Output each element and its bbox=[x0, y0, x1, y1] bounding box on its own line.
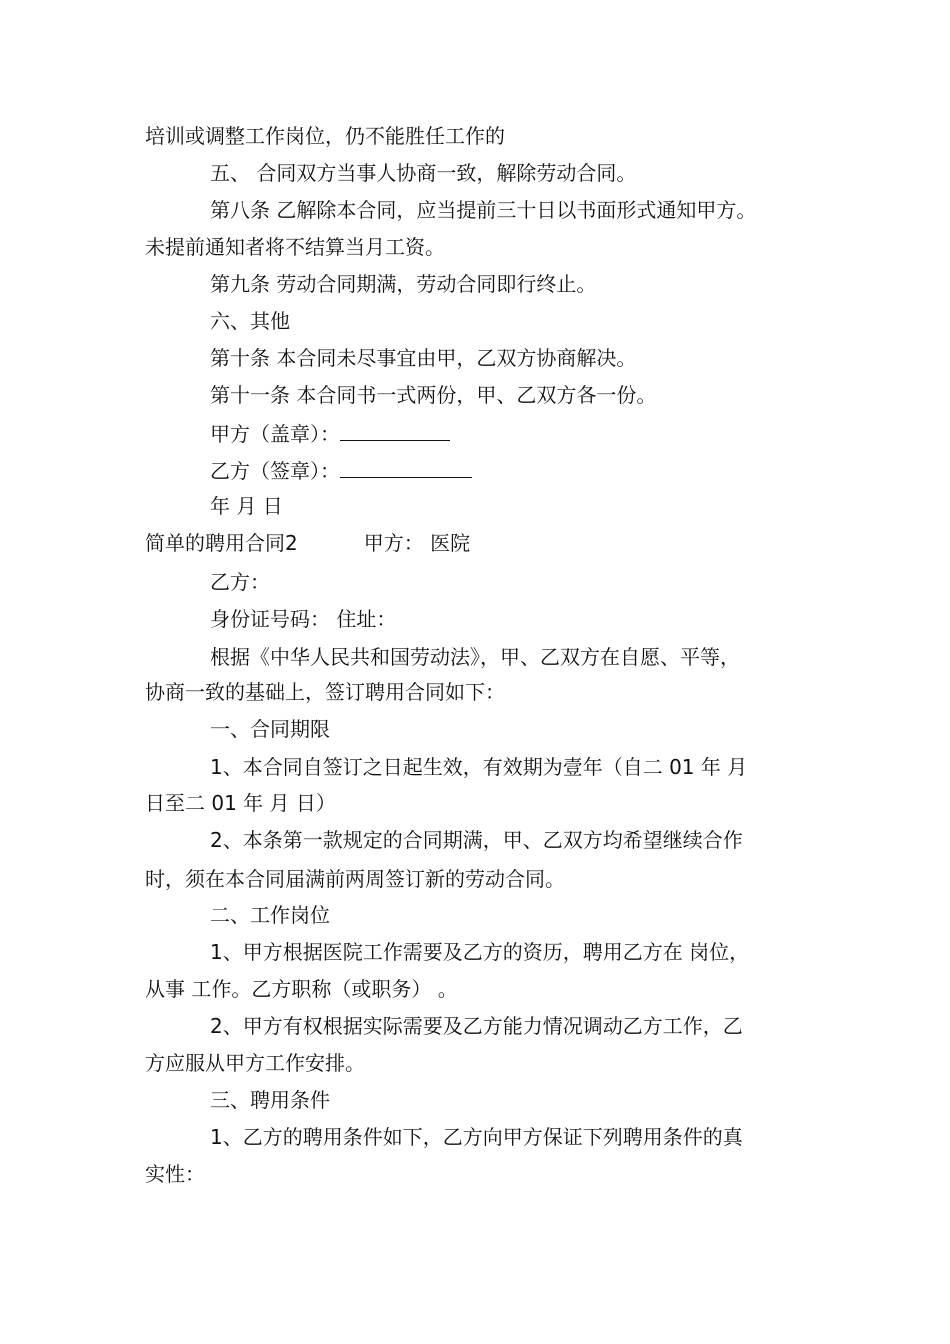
signature-blank bbox=[340, 418, 450, 441]
section-heading: 二、工作岗位 bbox=[210, 903, 330, 927]
text-line: 协商一致的基础上，签订聘用合同如下： bbox=[145, 680, 505, 704]
party-a-info: 甲方： 医院 bbox=[363, 531, 471, 555]
text-line: 未提前通知者将不结算当月工资。 bbox=[145, 235, 445, 259]
text-line: 第十一条 本合同书一式两份，甲、乙双方各一份。 bbox=[210, 383, 657, 407]
section-heading: 三、聘用条件 bbox=[210, 1088, 330, 1112]
date-line: 年 月 日 bbox=[210, 494, 283, 518]
party-b-sign-label: 乙方（签章）： bbox=[210, 459, 340, 483]
signature-blank bbox=[340, 455, 472, 478]
text-line: 五、 合同双方当事人协商一致，解除劳动合同。 bbox=[210, 161, 637, 185]
text-line: 1、乙方的聘用条件如下，乙方向甲方保证下列聘用条件的真 bbox=[210, 1125, 743, 1149]
section-heading: 一、合同期限 bbox=[210, 717, 330, 741]
text-line: 实性： bbox=[145, 1162, 205, 1186]
text-line: 方应服从甲方工作安排。 bbox=[145, 1051, 365, 1075]
text-line: 1、本合同自签订之日起生效，有效期为壹年（自二 01 年 月 bbox=[210, 755, 748, 779]
text-line: 第八条 乙解除本合同，应当提前三十日以书面形式通知甲方。 bbox=[210, 198, 757, 222]
text-line: 身份证号码： 住址： bbox=[210, 607, 397, 631]
text-line: 根据《中华人民共和国劳动法》，甲、乙双方在自愿、平等， bbox=[210, 645, 740, 669]
party-a-seal-line bbox=[210, 418, 450, 448]
text-line: 第十条 本合同未尽事宜由甲，乙双方协商解决。 bbox=[210, 346, 637, 370]
section-heading: 六、其他 bbox=[210, 309, 290, 333]
text-line: 时，须在本合同届满前两周签订新的劳动合同。 bbox=[145, 867, 565, 891]
text-line: 1、甲方根据医院工作需要及乙方的资历，聘用乙方在 岗位， bbox=[210, 940, 750, 964]
contract-title-line bbox=[145, 529, 470, 557]
text-line: 培训或调整工作岗位，仍不能胜任工作的 bbox=[145, 124, 505, 148]
text-line: 2、本条第一款规定的合同期满，甲、乙双方均希望继续合作 bbox=[210, 828, 743, 852]
text-line: 2、甲方有权根据实际需要及乙方能力情况调动乙方工作，乙 bbox=[210, 1014, 743, 1038]
text-line: 乙方： bbox=[210, 570, 270, 594]
contract-title: 简单的聘用合同2 bbox=[145, 531, 298, 555]
text-line: 第九条 劳动合同期满，劳动合同即行终止。 bbox=[210, 272, 597, 296]
party-b-sign-line bbox=[210, 455, 472, 485]
party-a-seal-label: 甲方（盖章）： bbox=[210, 422, 340, 446]
text-line: 从事 工作。乙方职称（或职务） 。 bbox=[145, 977, 458, 1001]
text-line: 日至二 01 年 月 日） bbox=[145, 791, 336, 815]
